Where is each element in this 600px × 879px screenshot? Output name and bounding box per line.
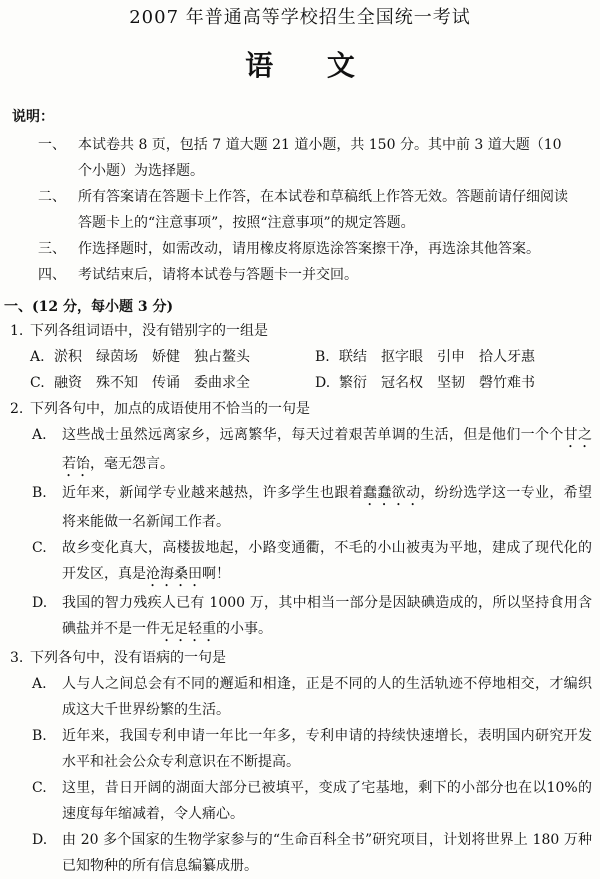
option-letter: C. [32, 540, 47, 556]
question-text: 下列各组词语中，没有错别字的一组是 [30, 323, 268, 339]
option-letter: A. [32, 427, 47, 443]
option-d [315, 370, 600, 396]
section-heading: 一、(12 分，每小题 3 分) [4, 299, 174, 315]
option-c [30, 370, 315, 396]
instruction-text: 本试卷共 8 页，包括 7 道大题 21 道小题，共 150 分。其中前 3 道大题（10 个小题）为选择题。 [78, 137, 562, 179]
option-text: 繁衍 冠名权 坚韧 磬竹难书 [339, 375, 535, 391]
option-letter: D. [32, 832, 48, 848]
option-d [0, 590, 600, 645]
option-text-end: 的小事。 [216, 621, 272, 637]
option-letter: C. [32, 780, 47, 796]
option-a [30, 344, 315, 370]
instruction-item [0, 262, 600, 288]
option-letter: D. [32, 595, 48, 611]
option-a [0, 422, 600, 480]
option-text: 联结 抠字眼 引申 拾人牙惠 [339, 349, 535, 365]
dotted-idiom: 甘之若饴 [62, 427, 593, 472]
option-text: 这里，昔日开阔的湖面大部分已被填平，变成了宅基地，剩下的小部分也在以10%的速度每年缩减着，令人痛心。 [62, 780, 592, 822]
dotted-idiom: 沧海桑田 [146, 566, 202, 582]
question-2-stem [0, 396, 600, 422]
option-b [0, 723, 600, 775]
option-letter: B. [32, 485, 47, 501]
option-text-end: ，纷纷选学这一专业，希望将来能做一名新闻工作者。 [62, 485, 593, 530]
option-letter: C. [30, 375, 45, 391]
instruction-item [0, 236, 600, 262]
question-number: 1. [10, 323, 24, 339]
option-text: 我国的智力残疾人已有 1000 万，其中相当一部分是因缺碘造成的，所以坚持食用含碘盐并不是一件 [62, 595, 592, 637]
option-text: 近年来，我国专利申请一年比一年多，专利申请的持续快速增长，表明国内研究开发水平和社会公众专利意识在不断提高。 [62, 728, 592, 770]
option-a [0, 671, 600, 723]
dotted-idiom: 无足轻重 [160, 621, 216, 637]
instruction-item [0, 132, 600, 184]
question-1-stem [0, 318, 600, 344]
option-b [315, 344, 600, 370]
option-text: 融资 殊不知 传诵 委曲求全 [54, 375, 250, 391]
option-b [0, 480, 600, 535]
instruction-number: 一、 [38, 137, 66, 153]
subject-title: 语 文 [245, 49, 377, 82]
question-list [0, 318, 600, 879]
option-letter: A. [30, 349, 45, 365]
option-letter: B. [315, 349, 330, 365]
option-letter: D. [315, 375, 331, 391]
instruction-text: 考试结束后，请将本试卷与答题卡一并交回。 [78, 267, 358, 283]
question-3-stem [0, 645, 600, 671]
option-letter: B. [32, 728, 47, 744]
option-text: 由 20 多个国家的生物学家参与的“生命百科全书”研究项目，计划将世界上 180 万种已知物种的所有信息编纂成册。 [62, 832, 592, 874]
question-text: 下列各句中，加点的成语使用不恰当的一句是 [30, 401, 310, 417]
instruction-text: 所有答案请在答题卡上作答，在本试卷和草稿纸上作答无效。答题前请仔细阅读答题卡上的“注意事项”，按照“注意事项”的规定答题。 [78, 189, 568, 231]
instruction-number: 二、 [38, 189, 66, 205]
option-text: 这些战士虽然远离家乡，远离繁华，每天过着艰苦单调的生活，但是他们一个个 [62, 427, 564, 443]
option-d [0, 827, 600, 879]
option-c [0, 535, 600, 590]
option-text: 淤积 绿茵场 娇健 独占鳌头 [54, 349, 250, 365]
question-number: 3. [10, 650, 24, 666]
question-1-options-row-1 [0, 344, 600, 370]
option-c [0, 775, 600, 827]
option-text-end: 啊！ [202, 566, 230, 582]
dotted-idiom: 蠢蠢欲动 [363, 485, 421, 501]
option-text-end: ，毫无怨言。 [90, 456, 174, 472]
option-text: 近年来，新闻学专业越来越热，许多学生也跟着 [62, 485, 363, 501]
question-number: 2. [10, 401, 24, 417]
question-1-options-row-2 [0, 370, 600, 396]
question-text: 下列各句中，没有语病的一句是 [30, 650, 226, 666]
option-letter: A. [32, 676, 47, 692]
instruction-number: 三、 [38, 241, 66, 257]
option-text: 故乡变化真大，高楼拔地起，小路变通衢，不毛的小山被夷为平地，建成了现代化的开发区，真是 [62, 540, 592, 582]
instructions-list [0, 132, 600, 288]
exam-title: 2007 年普通高等学校招生全国统一考试 [129, 7, 471, 28]
instruction-text: 作选择题时，如需改动，请用橡皮将原选涂答案擦干净，再选涂其他答案。 [78, 241, 540, 257]
option-text: 人与人之间总会有不同的邂逅和相逢，正是不同的人的生活轨迹不停地相交，才编织成这大千世界纷繁的生活。 [62, 676, 592, 718]
instruction-item [0, 184, 600, 236]
instructions-heading: 说明： [12, 109, 54, 125]
instruction-number: 四、 [38, 267, 66, 283]
